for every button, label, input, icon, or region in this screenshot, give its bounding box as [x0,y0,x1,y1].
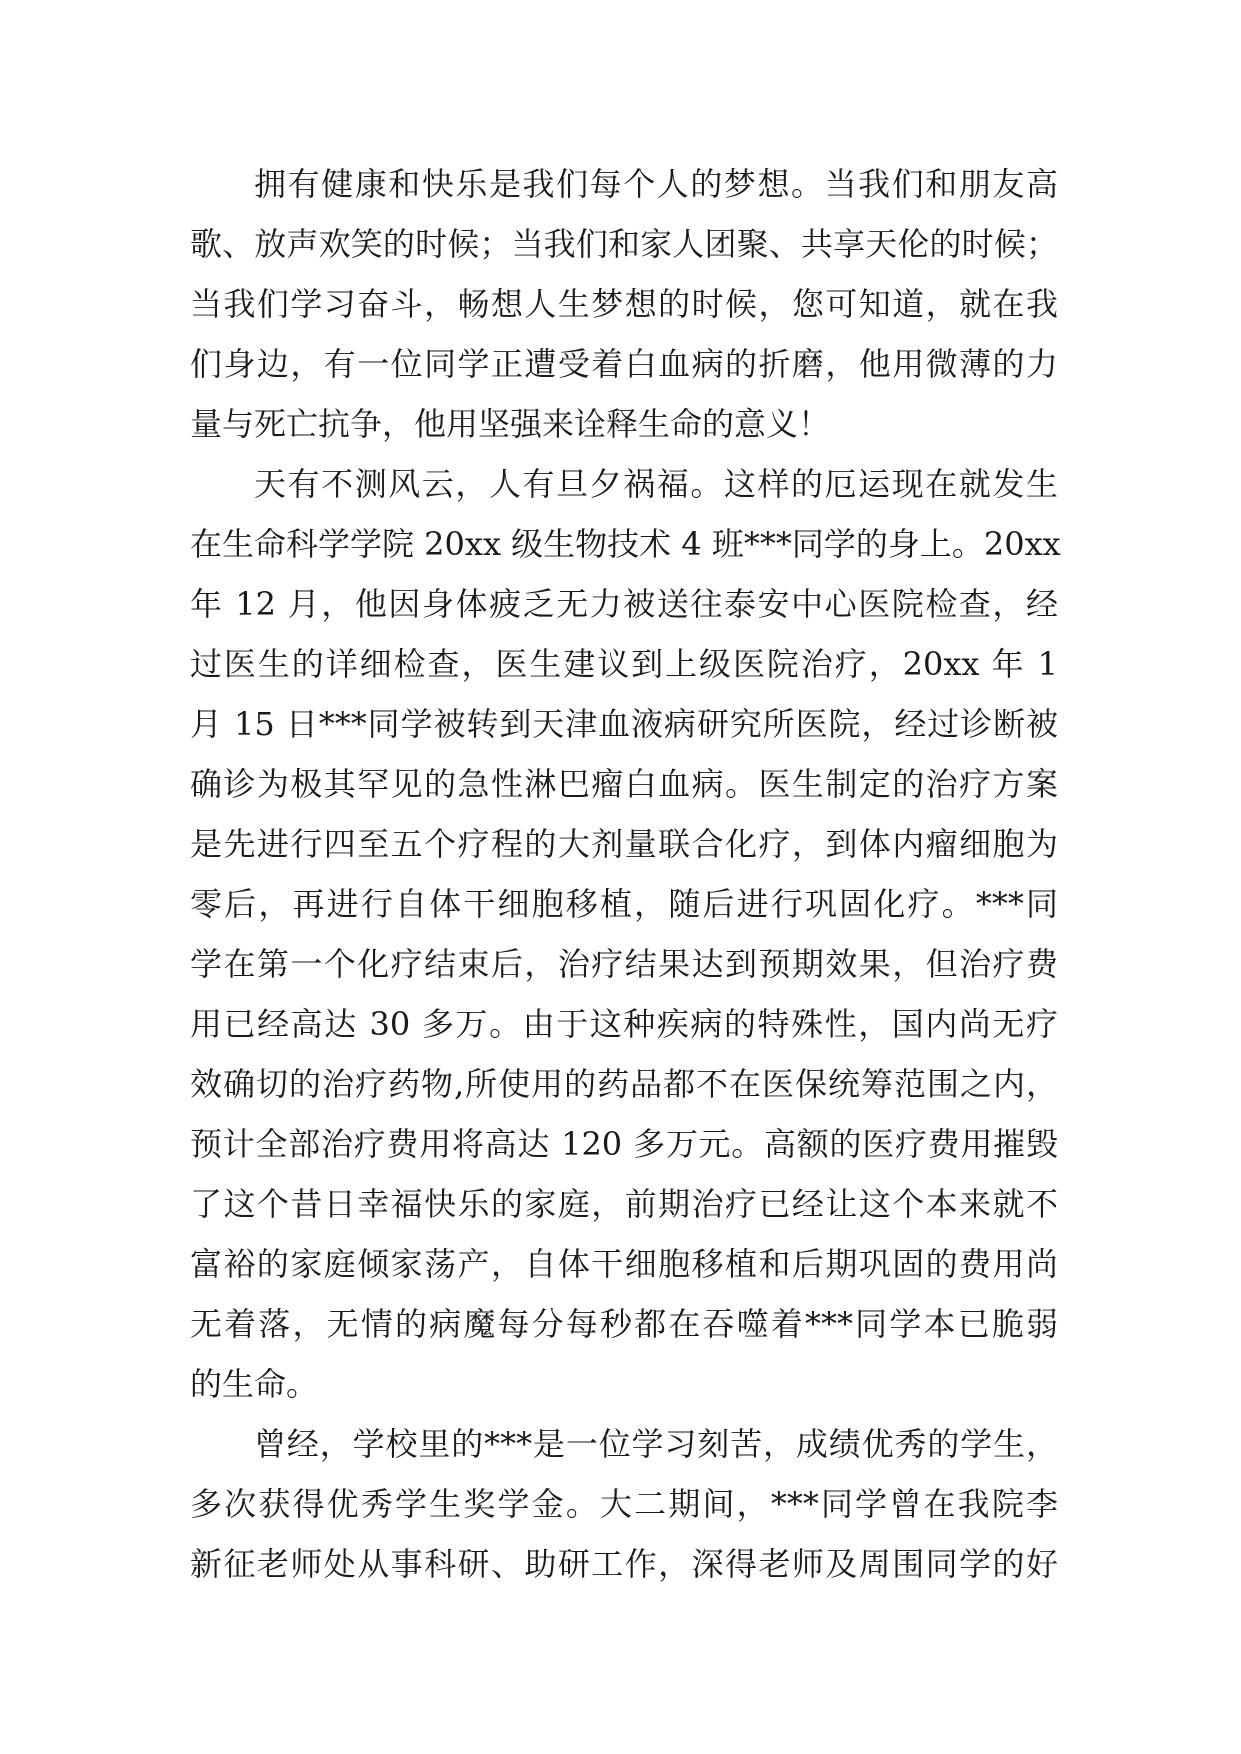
text-line: 们身边，有一位同学正遭受着白血病的折磨，他用微薄的力 [190,345,1058,383]
text-line: 用已经高达 30 多万。由于这种疾病的特殊性，国内尚无疗 [190,1005,1058,1043]
text-line: 歌、放声欢笑的时候；当我们和家人团聚、共享天伦的时候； [190,225,1058,263]
text-line: 年 12 月，他因身体疲乏无力被送往泰安中心医院检查，经 [190,585,1058,623]
text-line: 效确切的治疗药物,所使用的药品都不在医保统筹范围之内， [190,1065,1058,1103]
text-line: 多次获得优秀学生奖学金。大二期间，***同学曾在我院李 [190,1485,1058,1523]
text-line: 零后，再进行自体干细胞移植，随后进行巩固化疗。***同 [190,885,1058,923]
paragraph-1 [190,154,1058,454]
text-line: 学在第一个化疗结束后，治疗结果达到预期效果，但治疗费 [190,945,1058,983]
text-line: 过医生的详细检查，医生建议到上级医院治疗，20xx 年 1 [190,645,1058,683]
text-line: 预计全部治疗费用将高达 120 多万元。高额的医疗费用摧毁 [190,1125,1058,1163]
text-line: 当我们学习奋斗，畅想人生梦想的时候，您可知道，就在我 [190,285,1058,323]
text-line: 量与死亡抗争，他用坚强来诠释生命的意义！ [190,405,831,443]
text-line: 富裕的家庭倾家荡产，自体干细胞移植和后期巩固的费用尚 [190,1245,1058,1283]
text-line: 了这个昔日幸福快乐的家庭，前期治疗已经让这个本来就不 [190,1185,1058,1223]
text-line: 确诊为极其罕见的急性淋巴瘤白血病。医生制定的治疗方案 [190,765,1058,803]
text-line: 的生命。 [190,1365,319,1403]
document-body [190,154,1061,1594]
text-line: 月 15 日***同学被转到天津血液病研究所医院，经过诊断被 [190,705,1058,743]
paragraph-2 [190,454,1061,1414]
paragraph-3 [190,1414,1058,1594]
text-line: 天有不测风云，人有旦夕祸福。这样的厄运现在就发生 [254,465,1058,503]
text-line: 是先进行四至五个疗程的大剂量联合化疗，到体内瘤细胞为 [190,825,1058,863]
text-line: 曾经，学校里的***是一位学习刻苦，成绩优秀的学生， [254,1425,1058,1463]
text-line: 拥有健康和快乐是我们每个人的梦想。当我们和朋友高 [254,165,1058,203]
text-line: 在生命科学学院 20xx 级生物技术 4 班***同学的身上。20xx [190,525,1061,563]
text-line: 无着落，无情的病魔每分每秒都在吞噬着***同学本已脆弱 [190,1305,1058,1343]
text-line: 新征老师处从事科研、助研工作，深得老师及周围同学的好 [190,1545,1058,1583]
